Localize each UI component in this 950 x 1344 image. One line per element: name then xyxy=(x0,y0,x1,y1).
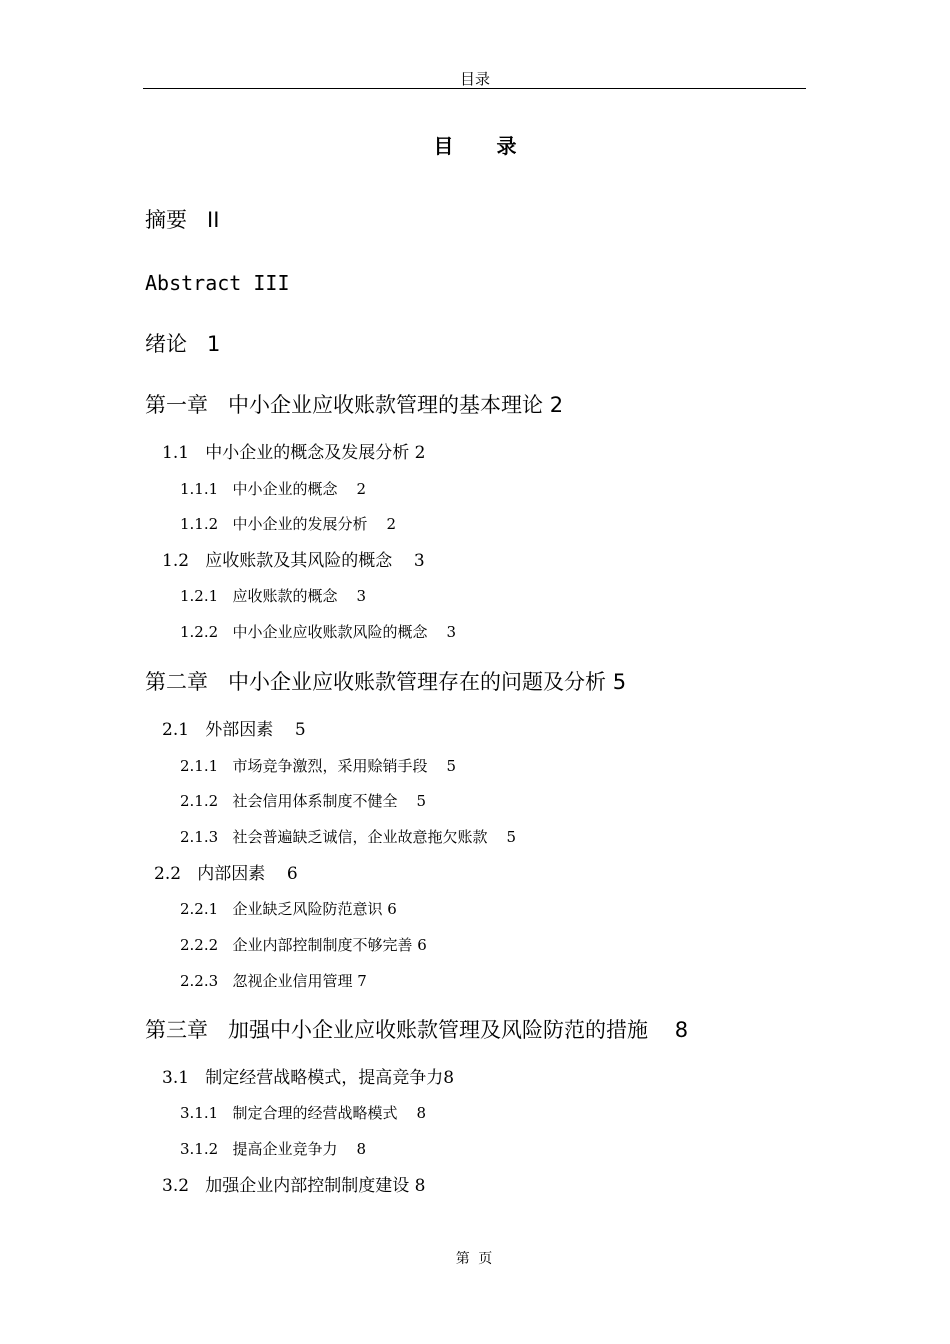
toc-entry-3-1-1[interactable]: 3.1.1 制定合理的经营战略模式 8 xyxy=(180,1104,427,1122)
toc-entry-1-2[interactable]: 1.2 应收账款及其风险的概念 3 xyxy=(162,551,425,571)
toc-entry-2-1-1[interactable]: 2.1.1 市场竞争激烈，采用赊销手段 5 xyxy=(180,757,457,775)
toc-entry-introduction[interactable]: 绪论 1 xyxy=(145,332,221,356)
header-rule xyxy=(143,88,806,89)
toc-entry-2-2-2[interactable]: 2.2.2 企业内部控制制度不够完善 6 xyxy=(180,936,427,954)
toc-entry-2-2-3[interactable]: 2.2.3 忽视企业信用管理 7 xyxy=(180,972,367,990)
toc-entry-chapter-3[interactable]: 第三章 加强中小企业应收账款管理及风险防范的措施 8 xyxy=(145,1018,689,1042)
toc-entry-3-1[interactable]: 3.1 制定经营战略模式，提高竞争力8 xyxy=(162,1068,455,1088)
toc-entry-1-1[interactable]: 1.1 中小企业的概念及发展分析 2 xyxy=(162,443,426,463)
toc-entry-2-1[interactable]: 2.1 外部因素 5 xyxy=(162,720,306,740)
toc-title: 目 录 xyxy=(433,134,535,158)
toc-entry-1-2-2[interactable]: 1.2.2 中小企业应收账款风险的概念 3 xyxy=(180,623,457,641)
toc-entry-2-2[interactable]: 2.2 内部因素 6 xyxy=(154,864,298,884)
running-header: 目录 xyxy=(459,70,490,88)
toc-entry-1-2-1[interactable]: 1.2.1 应收账款的概念 3 xyxy=(180,587,367,605)
toc-entry-3-2[interactable]: 3.2 加强企业内部控制制度建设 8 xyxy=(162,1176,426,1196)
toc-entry-chapter-2[interactable]: 第二章 中小企业应收账款管理存在的问题及分析 5 xyxy=(145,670,627,694)
toc-entry-3-1-2[interactable]: 3.1.2 提高企业竞争力 8 xyxy=(180,1140,367,1158)
page-footer: 第 页 xyxy=(455,1251,495,1267)
toc-entry-abstract-cn[interactable]: 摘要 II xyxy=(145,208,220,232)
toc-entry-2-1-3[interactable]: 2.1.3 社会普遍缺乏诚信，企业故意拖欠账款 5 xyxy=(180,828,517,846)
toc-entry-1-1-1[interactable]: 1.1.1 中小企业的概念 2 xyxy=(180,480,367,498)
toc-entry-1-1-2[interactable]: 1.1.2 中小企业的发展分析 2 xyxy=(180,515,397,533)
toc-entry-abstract-en[interactable]: Abstract III xyxy=(145,271,290,295)
toc-entry-2-2-1[interactable]: 2.2.1 企业缺乏风险防范意识 6 xyxy=(180,900,397,918)
toc-entry-2-1-2[interactable]: 2.1.2 社会信用体系制度不健全 5 xyxy=(180,792,427,810)
toc-entry-chapter-1[interactable]: 第一章 中小企业应收账款管理的基本理论 2 xyxy=(145,393,564,417)
